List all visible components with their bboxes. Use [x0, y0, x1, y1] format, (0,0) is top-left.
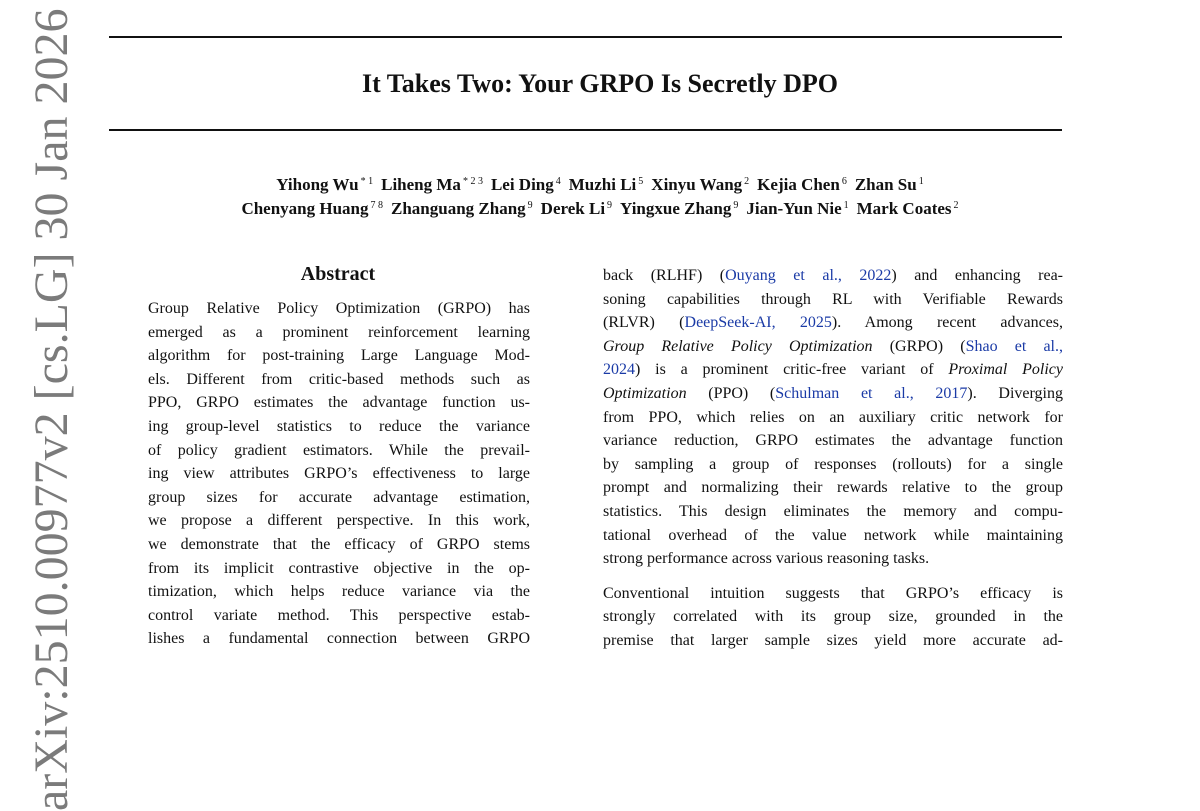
citation-link[interactable]: Ouyang et al., 2022 — [725, 267, 892, 284]
text-line: Conventional intuition suggests that GRPO’s efficacy is — [603, 584, 1063, 602]
affiliation-marker: 9 — [527, 200, 533, 211]
author-name: Yingxue Zhang $^9$ — [620, 199, 739, 218]
affiliation-marker: 7 8 — [370, 200, 384, 211]
affiliation-marker: * 1 — [360, 176, 374, 187]
abstract-line: of policy gradient estimators. While the prevail- — [148, 441, 530, 459]
author-list-line-1 — [0, 173, 1200, 197]
author-name: Kejia Chen $^6$ — [757, 175, 847, 194]
affiliation-marker: 1 — [918, 176, 924, 187]
affiliation-marker: 5 — [638, 176, 644, 187]
abstract-line: we propose a different perspective. In this work, — [148, 512, 530, 530]
text-line: prompt and normalizing their rewards relative to the group — [603, 479, 1063, 497]
author-name: Mark Coates $^2$ — [856, 199, 959, 218]
author-list-line-2 — [0, 197, 1200, 221]
citation-link[interactable]: DeepSeek-AI, 2025 — [684, 314, 832, 332]
citation-link[interactable]: Schulman et al., 2017 — [775, 384, 968, 402]
affiliation-marker: 2 — [744, 176, 750, 187]
introduction-column — [603, 264, 1063, 653]
abstract-line: control variate method. This perspective estab- — [148, 606, 530, 624]
text-line: strong performance across various reasoning tasks. — [603, 550, 930, 568]
affiliation-marker: 9 — [607, 200, 613, 211]
abstract-line: PPO, GRPO estimates the advantage function us- — [148, 394, 530, 412]
abstract-line: we demonstrate that the efficacy of GRPO stems — [148, 535, 530, 553]
author-name: Xinyu Wang $^2$ — [651, 175, 750, 194]
text-line: statistics. This design eliminates the memory and compu- — [603, 502, 1063, 520]
author-name: Zhanguang Zhang $^9$ — [391, 199, 533, 218]
author-name: Jian-Yun Nie $^1$ — [746, 199, 849, 218]
author-name: Yihong Wu $^{* 1}$ — [276, 175, 374, 194]
author-name: Liheng Ma $^{* 2 3}$ — [381, 175, 483, 194]
affiliation-marker: * 2 3 — [462, 176, 483, 187]
text-line: soning capabilities through RL with Verifiable Rewards — [603, 290, 1063, 308]
paper-title: It Takes Two: Your GRPO Is Secretly DPO — [362, 69, 838, 98]
abstract-line: lishes a fundamental connection between GRPO — [148, 630, 530, 648]
text-line: strongly correlated with its group size, grounded in the — [603, 608, 1063, 626]
affiliation-marker: 2 — [953, 200, 959, 211]
abstract-line: ing group-level statistics to reduce the variance — [148, 417, 530, 435]
text-line: premise that larger sample sizes yield more accurate ad- — [603, 631, 1063, 649]
title-bottom-rule — [109, 129, 1062, 131]
abstract-line: group sizes for accurate advantage estimation, — [148, 488, 530, 506]
abstract-line: emerged as a prominent reinforcement learning — [148, 323, 530, 341]
abstract-line: from its implicit contrastive objective in the op- — [148, 559, 530, 577]
text-line: tational overhead of the value network while maintaining — [603, 526, 1063, 544]
affiliation-marker: 6 — [841, 176, 847, 187]
arxiv-side-stamp: arXiv:2510.00977v2 [cs.LG] 30 Jan 2026 — [25, 8, 78, 811]
author-name: Derek Li $^9$ — [540, 199, 613, 218]
author-name: Zhan Su $^1$ — [854, 175, 924, 194]
citation-link[interactable]: Shao et al., — [965, 337, 1063, 355]
affiliation-marker: 9 — [733, 200, 739, 211]
text-line: by sampling a group of responses (rollouts) for a single — [603, 455, 1063, 473]
author-name: Lei Ding $^4$ — [490, 175, 561, 194]
text-line: variance reduction, GRPO estimates the advantage function — [603, 432, 1063, 450]
text-line: Group Relative Policy Optimization (GRPO) (Shao et al., — [603, 337, 1063, 355]
text-line: Optimization (PPO) (Schulman et al., 2017). Diverging — [603, 384, 1063, 402]
abstract-line: timization, which helps reduce variance via the — [148, 583, 530, 601]
citation-link[interactable]: 2024 — [603, 361, 635, 379]
abstract-line: ing view attributes GRPO’s effectiveness to large — [148, 465, 530, 483]
abstract-line: Group Relative Policy Optimization (GRPO) has — [148, 300, 530, 317]
abstract-body — [148, 297, 530, 651]
paragraph-gap — [603, 571, 1063, 582]
abstract-line: els. Different from critic-based methods such as — [148, 370, 530, 388]
top-rule — [109, 36, 1062, 38]
author-name: Chenyang Huang $^{7 8}$ — [241, 199, 384, 218]
text-line: 2024) is a prominent critic-free variant of Proximal Policy — [603, 361, 1063, 379]
abstract-heading: Abstract — [300, 263, 376, 285]
text-line: back (RLHF) (Ouyang et al., 2022) and enhancing rea- — [603, 267, 1064, 284]
affiliation-marker: 1 — [843, 200, 849, 211]
text-line: (RLVR) (DeepSeek-AI, 2025). Among recent advances, — [603, 314, 1064, 332]
author-name: Muzhi Li $^5$ — [568, 175, 644, 194]
affiliation-marker: 4 — [555, 176, 561, 187]
abstract-line: algorithm for post-training Large Language Mod- — [148, 347, 530, 365]
text-line: from PPO, which relies on an auxiliary critic network for — [603, 408, 1063, 426]
